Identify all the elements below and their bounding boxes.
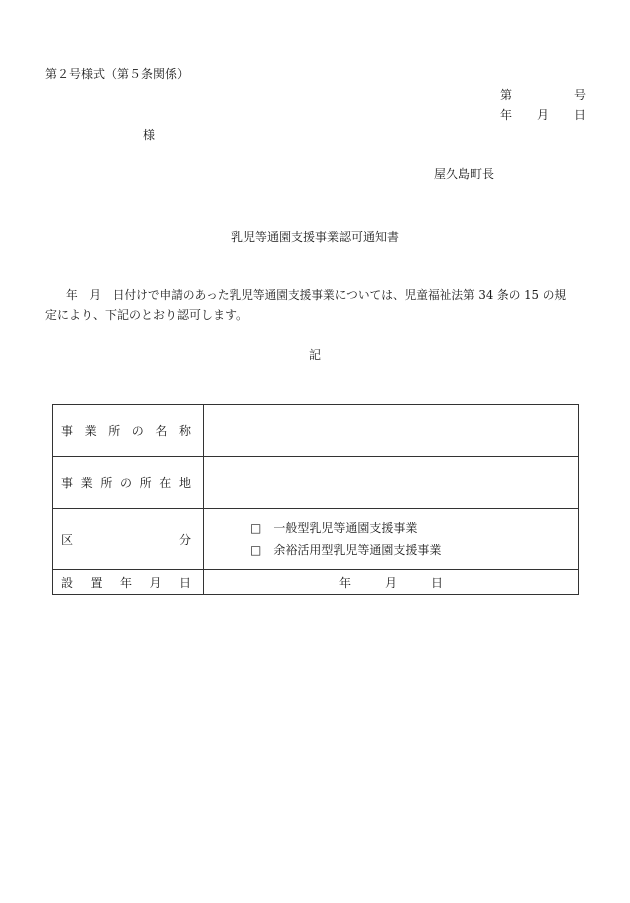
addressee-suffix: 様 [143, 128, 156, 142]
body-line-2: 定により、下記のとおり認可します。 [45, 308, 249, 322]
date-year: 年 [338, 575, 351, 590]
value-category [204, 509, 579, 570]
issuer: 屋久島町長 [434, 167, 495, 181]
category-option-surplus[interactable]: □ 余裕活用型乳児等通園支援事業 [250, 543, 442, 557]
label-char: 事 [61, 476, 74, 490]
label-char: 区 [61, 532, 74, 547]
label-char: 設 [61, 575, 74, 590]
category-option-general[interactable]: □ 一般型乳児等通園支援事業 [250, 521, 418, 535]
label-char: 置 [90, 575, 103, 590]
document-number [500, 88, 586, 102]
label-char: 分 [178, 532, 191, 547]
date-month: 月 [384, 575, 397, 590]
label-char: 事 [61, 424, 74, 438]
issue-date-day: 日 [573, 108, 586, 122]
value-name[interactable] [204, 405, 579, 457]
document-title: 乳児等通園支援事業認可通知書 [230, 230, 399, 244]
label-name [53, 405, 204, 457]
doc-no-prefix: 第 [500, 88, 513, 102]
label-date [53, 570, 204, 595]
label-char: 業 [84, 424, 97, 438]
value-date[interactable] [204, 570, 579, 595]
label-char: 在 [159, 476, 172, 490]
label-char: 月 [149, 575, 162, 590]
label-char: 年 [119, 575, 132, 590]
label-category [53, 509, 204, 570]
label-location [53, 457, 204, 509]
form-number: 第２号様式（第５条関係） [45, 67, 190, 81]
date-day: 日 [431, 575, 444, 590]
body-line-1: 年 月 日付けで申請のあった乳児等通園支援事業については、児童福祉法第 34 条の 15 の規 [66, 288, 567, 302]
label-char: 名 [155, 424, 168, 438]
table-row-location [53, 457, 579, 509]
issue-date-year: 年 [500, 108, 513, 122]
label-char: 所 [108, 424, 121, 438]
doc-no-suffix: 号 [573, 88, 586, 102]
table-row-category [53, 509, 579, 570]
table-row-date [53, 570, 579, 595]
label-char: 地 [178, 476, 191, 490]
label-char: 業 [80, 476, 93, 490]
label-char: 所 [139, 476, 152, 490]
ki-heading: 記 [308, 348, 321, 362]
label-char: の [119, 476, 132, 490]
value-location[interactable] [204, 457, 579, 509]
notification-table [52, 404, 579, 595]
label-char: の [131, 424, 144, 438]
label-char: 日 [178, 575, 191, 590]
issue-date [500, 108, 586, 122]
label-char: 称 [178, 424, 191, 438]
issue-date-month: 月 [536, 108, 549, 122]
label-char: 所 [100, 476, 113, 490]
table-row-name [53, 405, 579, 457]
